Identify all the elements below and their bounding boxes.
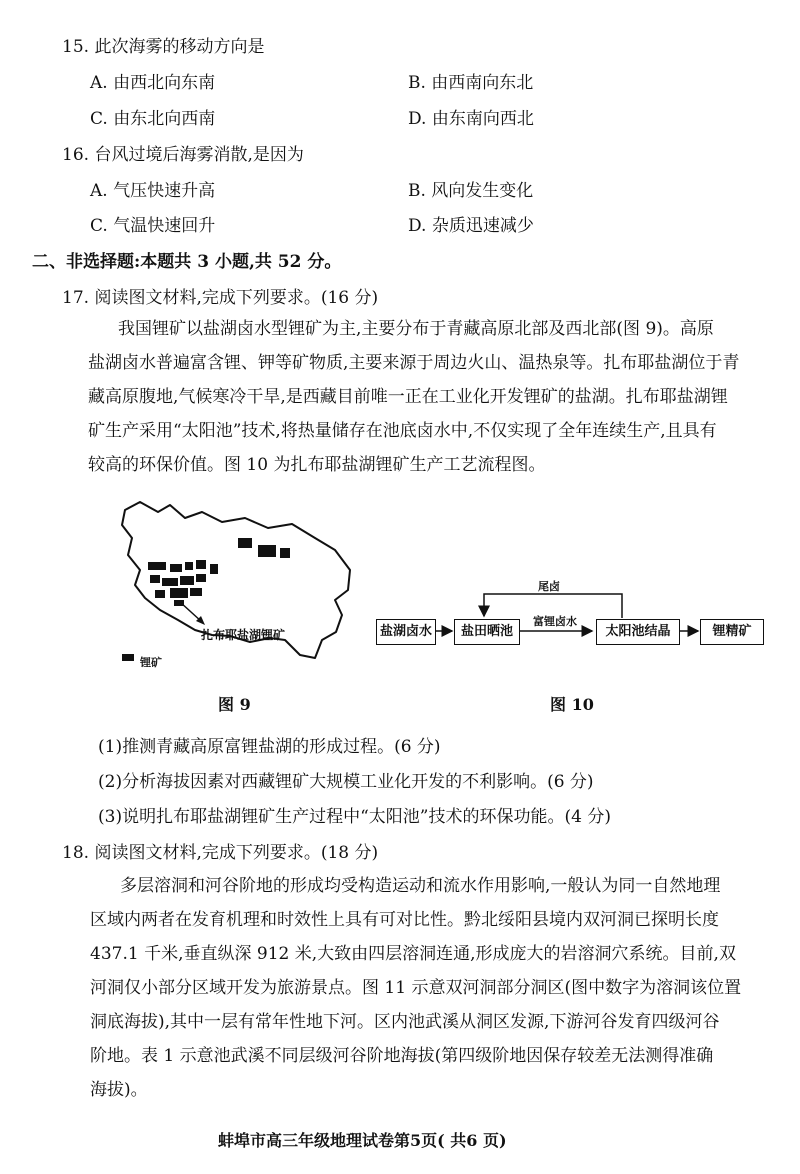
- deposit-mark: [210, 564, 218, 574]
- flow-box-solar-pond: 太阳池结晶: [596, 619, 680, 645]
- deposit-mark: [196, 574, 206, 582]
- deposit-mark: [148, 562, 166, 570]
- q17-line: 盐湖卤水普遍富含锂、钾等矿物质,主要来源于周边火山、温热泉等。扎布耶盐湖位于青: [88, 353, 740, 373]
- q17-sub-3: (3)说明扎布耶盐湖锂矿生产过程中“太阳池”技术的环保功能。(4 分): [98, 807, 611, 827]
- q18-line: 多层溶洞和河谷阶地的形成均受构造运动和流水作用影响,一般认为同一自然地理: [120, 876, 721, 896]
- flow-box-salt-pond: 盐田晒池: [454, 619, 520, 645]
- q17-sub-2: (2)分析海拔因素对西藏锂矿大规模工业化开发的不利影响。(6 分): [98, 772, 594, 792]
- q18-material: [90, 869, 780, 1107]
- deposit-mark: [170, 588, 188, 598]
- q15-option-d: D. 由东南向西北: [408, 109, 534, 129]
- flow-label-rich-brine: 富锂卤水: [533, 615, 577, 628]
- fig9-caption: 图 9: [218, 695, 251, 714]
- q15-option-c: C. 由东北向西南: [90, 109, 216, 129]
- deposit-mark: [150, 575, 160, 583]
- flow-box-brine: 盐湖卤水: [376, 619, 436, 645]
- q18-line: 海拔)。: [90, 1080, 148, 1100]
- q15-option-a: A. 由西北向东南: [90, 73, 216, 93]
- q16-option-b: B. 风向发生变化: [408, 181, 534, 201]
- deposit-mark: [258, 545, 276, 557]
- q18-line: 区域内两者在发育机理和时效性上具有可对比性。黔北绥阳县境内双河洞已探明长度: [90, 910, 719, 930]
- deposit-mark: [162, 578, 178, 586]
- q17-line: 藏高原腹地,气候寒冷干旱,是西藏目前唯一正在工业化开发锂矿的盐湖。扎布耶盐湖锂: [88, 387, 728, 407]
- flow-label-tail-brine: 尾卤: [538, 580, 560, 593]
- deposit-mark: [180, 576, 194, 585]
- page-footer: 蚌埠市高三年级地理试卷第5页( 共6 页): [218, 1131, 507, 1150]
- q18-line: 阶地。表 1 示意池武溪不同层级河谷阶地海拔(第四级阶地因保存较差无法测得准确: [90, 1046, 714, 1066]
- lithium-deposit-marks: [148, 538, 290, 606]
- section-title: 二、非选择题:本题共 3 小题,共 52 分。: [32, 252, 342, 272]
- q17-stem: 17. 阅读图文材料,完成下列要求。(16 分): [62, 288, 379, 308]
- deposit-mark: [196, 560, 206, 569]
- q16-option-a: A. 气压快速升高: [90, 181, 216, 201]
- legend-swatch: [122, 654, 134, 661]
- deposit-mark: [185, 562, 193, 570]
- flow-box-concentrate: 锂精矿: [700, 619, 764, 645]
- q18-stem: 18. 阅读图文材料,完成下列要求。(18 分): [62, 843, 379, 863]
- q16-stem: 16. 台风过境后海雾消散,是因为: [62, 145, 304, 165]
- deposit-mark: [238, 538, 252, 548]
- deposit-mark: [190, 588, 202, 596]
- q16-option-c: C. 气温快速回升: [90, 216, 216, 236]
- legend-label: 锂矿: [140, 656, 162, 669]
- q17-sub-1: (1)推测青藏高原富锂盐湖的形成过程。(6 分): [98, 737, 441, 757]
- q15-option-b: B. 由西南向东北: [408, 73, 534, 93]
- deposit-mark: [155, 590, 165, 598]
- q17-line: 较高的环保价值。图 10 为扎布耶盐湖锂矿生产工艺流程图。: [88, 455, 546, 475]
- q16-option-d: D. 杂质迅速减少: [408, 216, 534, 236]
- q18-line: 河洞仅小部分区域开发为旅游景点。图 11 示意双河洞部分洞区(图中数字为溶洞该位置: [90, 978, 742, 998]
- deposit-mark: [170, 564, 182, 572]
- q17-line: 矿生产采用“太阳池”技术,将热量储存在池底卤水中,不仅实现了全年连续生产,且具有: [88, 421, 717, 441]
- q18-line: 437.1 千米,垂直纵深 912 米,大致由四层溶洞连通,形成庞大的岩溶洞穴系统。目前,双: [90, 944, 736, 964]
- deposit-mark: [280, 548, 290, 558]
- fig10-caption: 图 10: [550, 695, 594, 714]
- fig9-map: [110, 490, 370, 680]
- q15-stem: 15. 此次海雾的移动方向是: [62, 37, 265, 57]
- q17-material: [88, 312, 778, 482]
- q17-line: 我国锂矿以盐湖卤水型锂矿为主,主要分布于青藏高原北部及西北部(图 9)。高原: [118, 319, 714, 339]
- q18-line: 洞底海拔),其中一层有常年性地下河。区内池武溪从洞区发源,下游河谷发育四级河谷: [90, 1012, 720, 1032]
- zabuye-lake-label: 扎布耶盐湖锂矿: [201, 628, 286, 642]
